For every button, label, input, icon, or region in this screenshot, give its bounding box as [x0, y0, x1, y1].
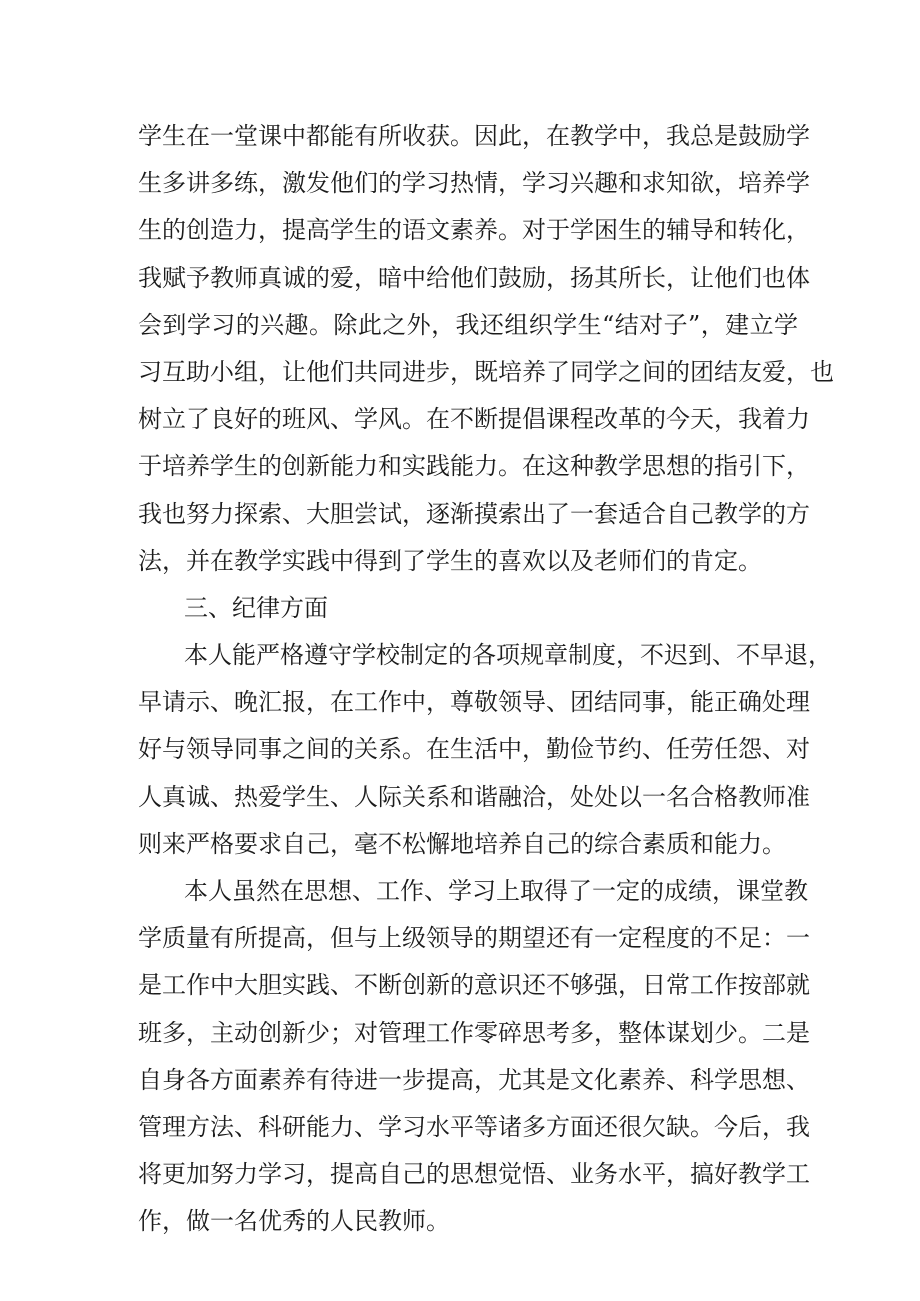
text-line: 生的创造力，提高学生的语文素养。对于学困生的辅导和转化，	[138, 216, 810, 245]
text-line: 本人虽然在思想、工作、学习上取得了一定的成绩，课堂教	[184, 877, 808, 905]
text-line: 将更加努力学习，提高自己的思想觉悟、业务水平，搞好教学工	[138, 1160, 810, 1189]
text-line: 我也努力探索、大胆尝试，逐渐摸索出了一套适合自己教学的方	[138, 499, 810, 528]
text-line: 自身各方面素养有待进一步提高，尤其是文化素养、科学思想、	[138, 1065, 810, 1094]
text-line: 学生在一堂课中都能有所收获。因此，在教学中，我总是鼓励学	[138, 122, 810, 150]
text-line: 会到学习的兴趣。除此之外，我还组织学生“结对子”，建立学	[138, 310, 798, 339]
text-line: 则来严格要求自己，毫不松懈地培养自己的综合素质和能力。	[138, 829, 786, 858]
text-line: 习互助小组，让他们共同进步，既培养了同学之间的团结友爱，也	[138, 357, 834, 386]
text-line: 人真诚、热爱学生、人际关系和谐融洽，处处以一名合格教师准	[138, 782, 810, 811]
text-line: 是工作中大胆实践、不断创新的意识还不够强，日常工作按部就	[138, 971, 810, 1000]
text-line: 好与领导同事之间的关系。在生活中，勤俭节约、任劳任怨、对	[138, 735, 810, 764]
text-line: 学质量有所提高，但与上级领导的期望还有一定程度的不足：一	[138, 924, 810, 953]
text-line: 法，并在教学实践中得到了学生的喜欢以及老师们的肯定。	[138, 546, 762, 575]
text-line: 我赋予教师真诚的爱，暗中给他们鼓励，扬其所长，让他们也体	[138, 263, 810, 292]
text-line: 树立了良好的班风、学风。在不断提倡课程改革的今天，我着力	[138, 405, 810, 434]
text-line: 管理方法、科研能力、学习水平等诸多方面还很欠缺。今后，我	[138, 1112, 810, 1141]
text-line: 于培养学生的创新能力和实践能力。在这种教学思想的指引下，	[138, 452, 810, 481]
text-line: 作，做一名优秀的人民教师。	[138, 1207, 450, 1236]
section-heading: 三、纪律方面	[184, 593, 328, 622]
text-line: 本人能严格遵守学校制定的各项规章制度，不迟到、不早退，	[184, 641, 832, 670]
text-line: 生多讲多练，激发他们的学习热情，学习兴趣和求知欲，培养学	[138, 169, 810, 198]
document-body	[138, 113, 834, 1246]
text-line: 早请示、晚汇报，在工作中，尊敬领导、团结同事，能正确处理	[138, 688, 810, 717]
text-line: 班多，主动创新少；对管理工作零碎思考多，整体谋划少。二是	[138, 1018, 810, 1047]
